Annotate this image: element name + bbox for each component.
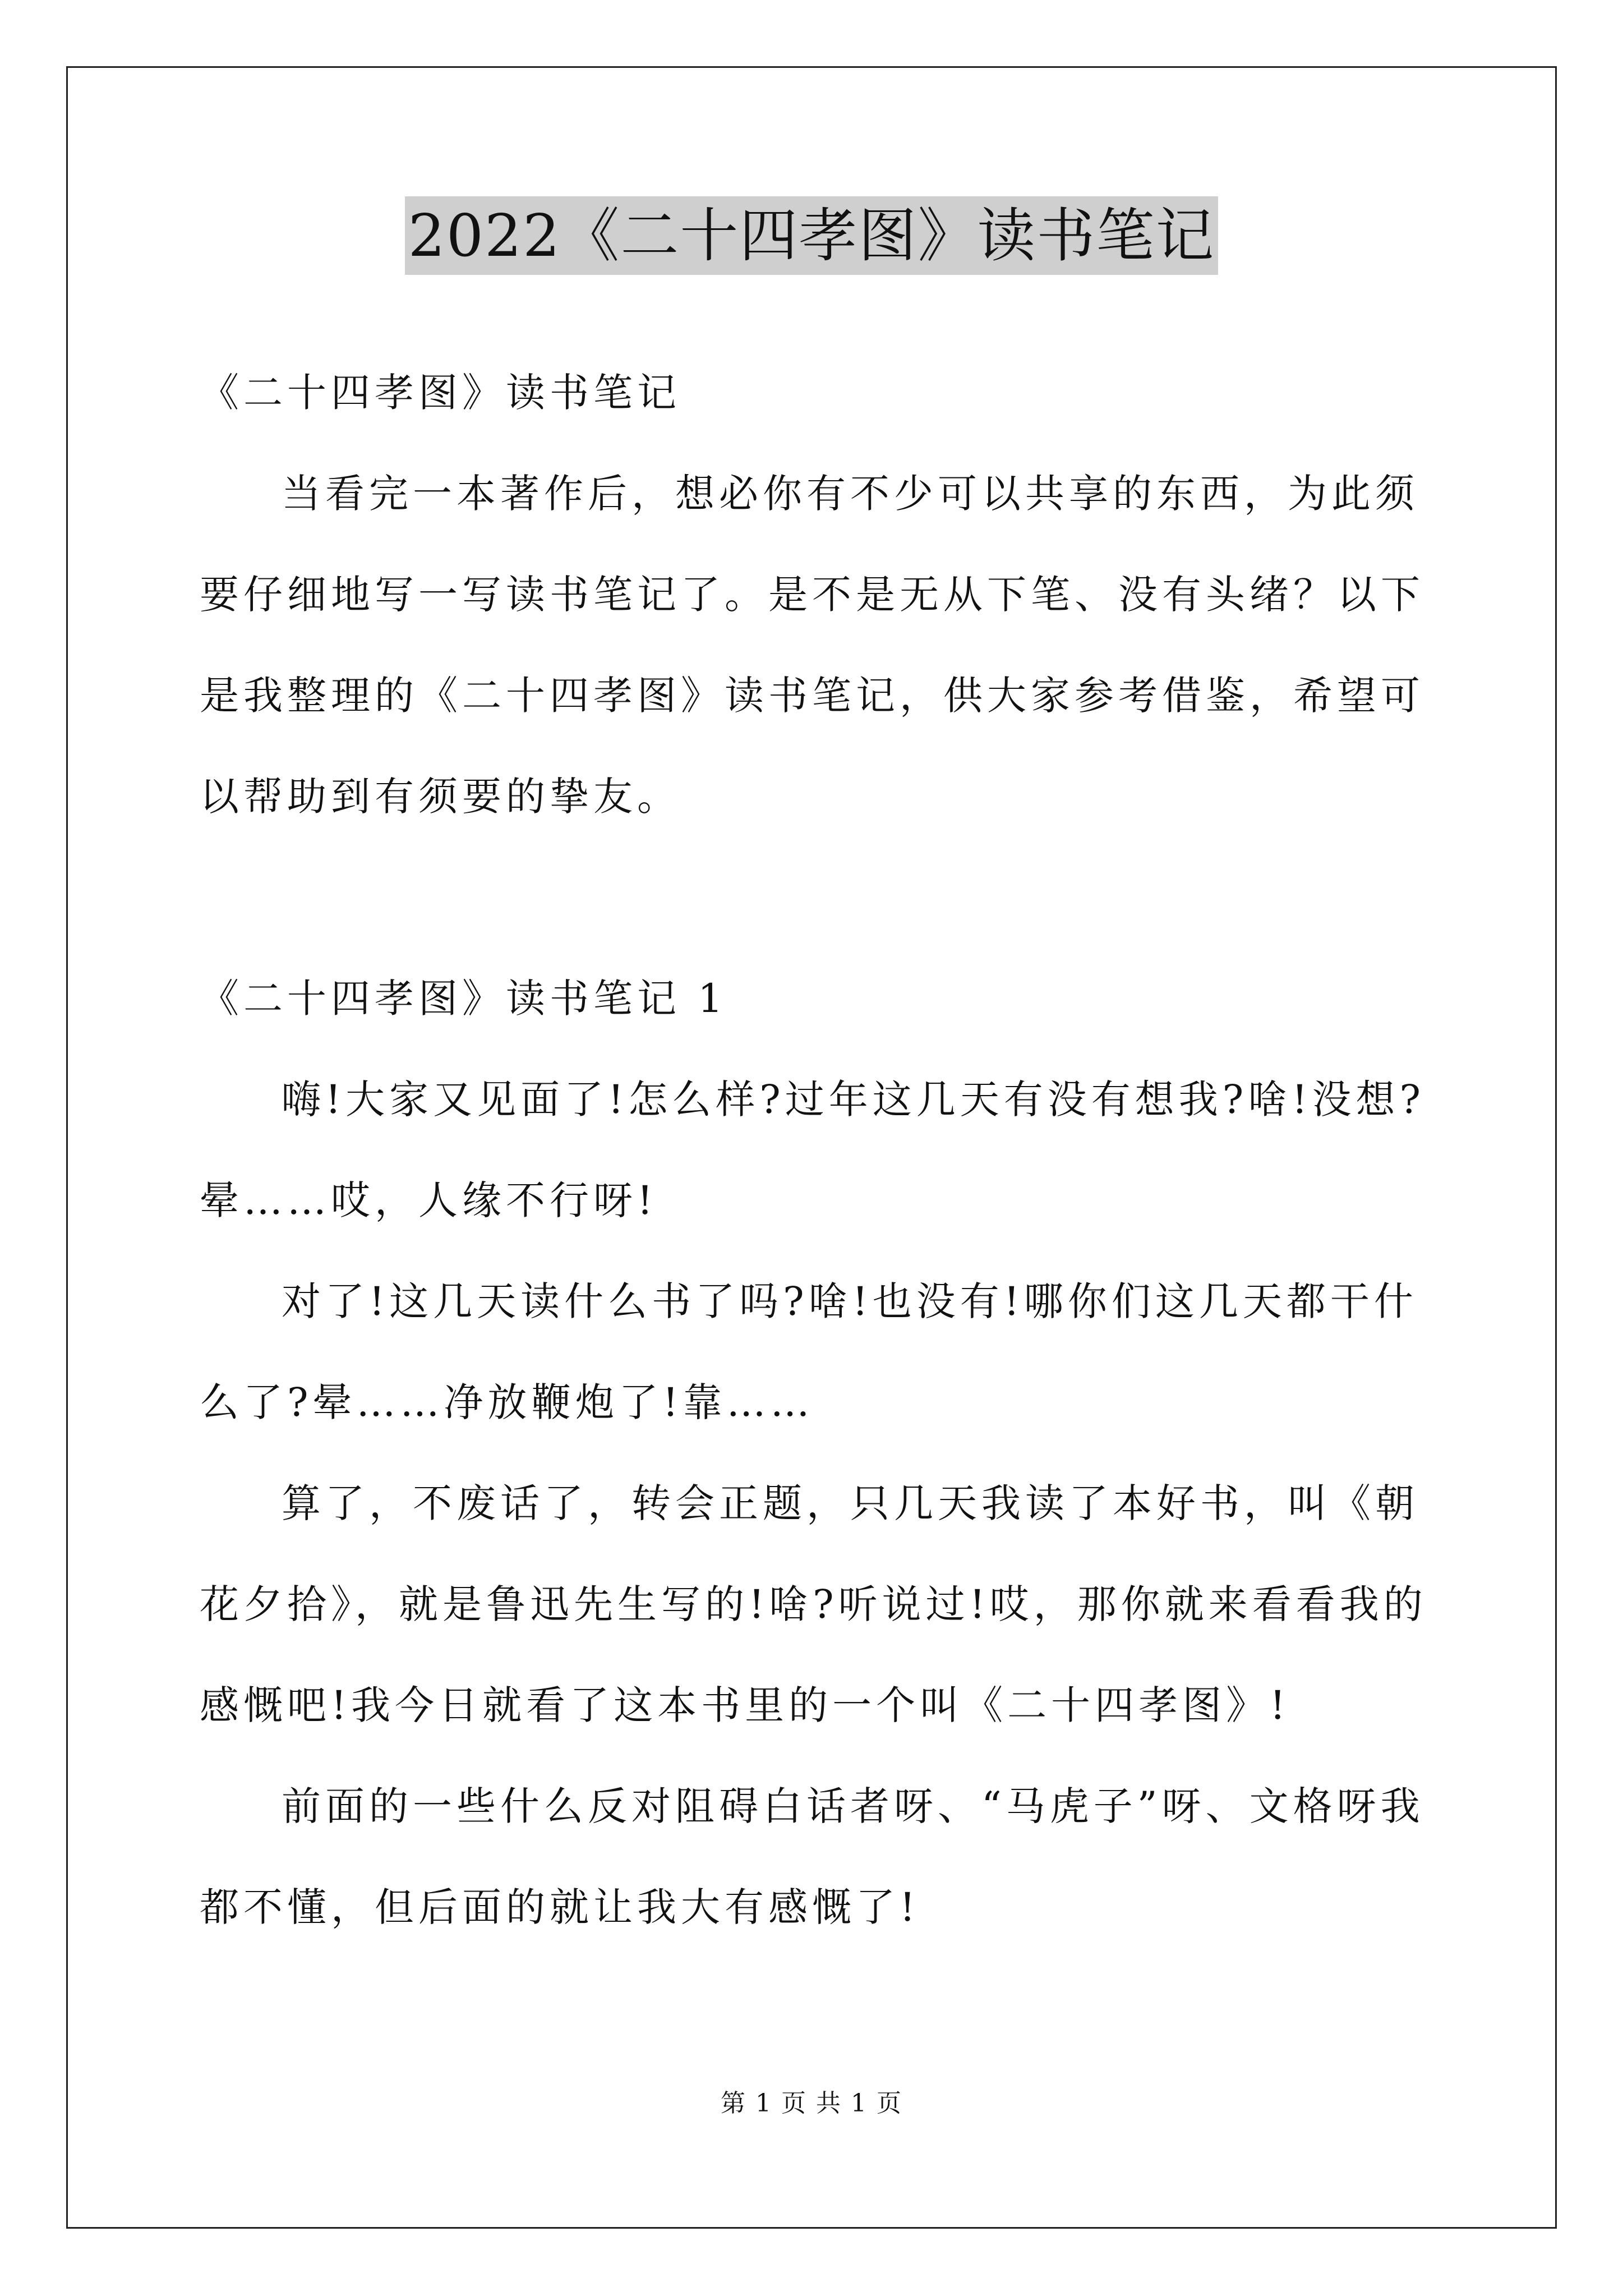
body-paragraph: 前面的一些什么反对阻碍白话者呀、“马虎子”呀、文格呀我都不懂，但后面的就让我大有感慨了!: [200, 1783, 1424, 1930]
body-paragraph: 对了!这几天读什么书了吗?啥!也没有!哪你们这几天都干什么了?晕……净放鞭炮了!靠……: [200, 1278, 1418, 1425]
intro-paragraph: 当看完一本著作后，想必你有不少可以共享的东西，为此须要仔细地写一写读书笔记了。是不是无从下笔、没有头绪？以下是我整理的《二十四孝图》读书笔记，供大家参考借鉴，希望可以帮助到有须要的挚友。: [200, 471, 1424, 820]
body-paragraph: 嗨!大家又见面了!怎么样?过年这几天有没有想我?啥!没想?晕……哎，人缘不行呀!: [200, 1076, 1425, 1223]
document-title: 2022《二十四孝图》读书笔记: [405, 196, 1219, 275]
paragraph-spacer: [200, 847, 1433, 948]
section-heading: 《二十四孝图》读书笔记 1: [200, 976, 727, 1022]
body-paragraph: 算了，不废话了，转会正题，只几天我读了本好书，叫《朝花夕拾》，就是鲁迅先生写的!啥?听说过!哎，那你就来看看我的感慨吧!我今日就看了这本书里的一个叫《二十四孝图》!: [200, 1480, 1427, 1728]
page-footer: 第 1 页 共 1 页: [721, 2089, 902, 2118]
document-body: [200, 342, 1433, 1958]
title-container: [0, 196, 1623, 275]
intro-heading: 《二十四孝图》读书笔记: [200, 370, 681, 416]
